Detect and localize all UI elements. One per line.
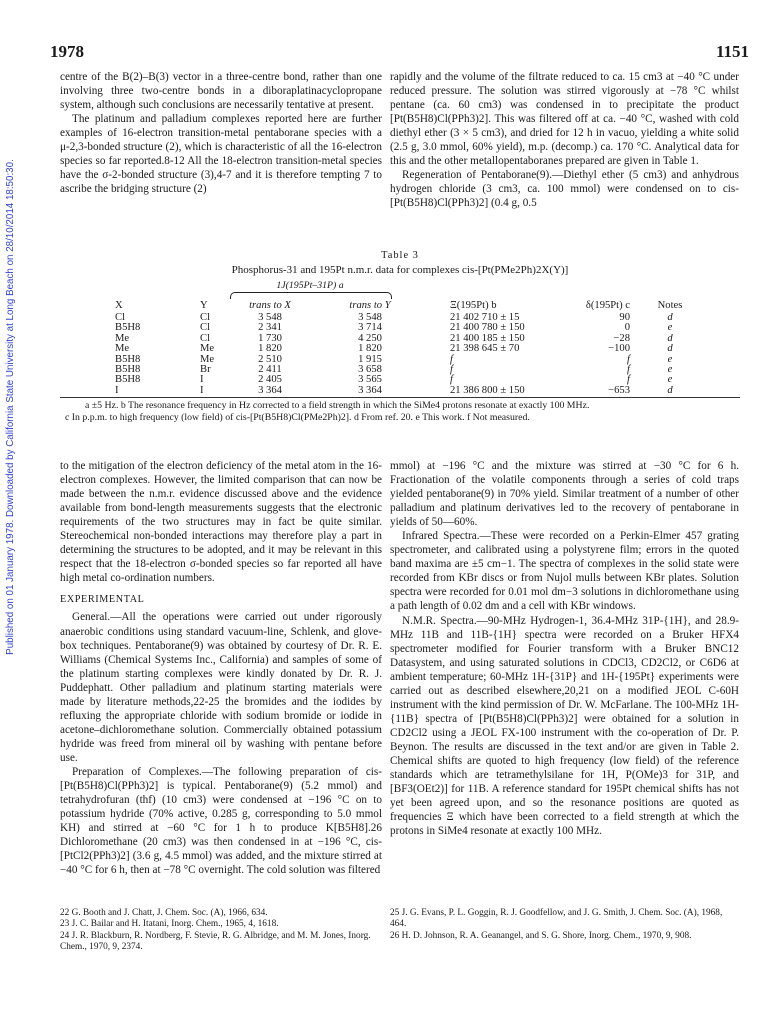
- table-cell: 3 364: [358, 384, 382, 396]
- footnotes-right: [390, 908, 739, 942]
- table-cell: I: [115, 384, 119, 396]
- table-cell: e: [667, 353, 673, 365]
- reference: 22 G. Booth and J. Chatt, J. Chem. Soc. (A), 1966, 634.: [60, 908, 268, 918]
- table-cell: d: [667, 384, 673, 396]
- table-cell: 2 341: [258, 322, 282, 334]
- table-cell: 3 548: [358, 312, 382, 323]
- column-top-right: [390, 70, 739, 210]
- table-body: [60, 313, 740, 396]
- table-cell: 3 565: [358, 374, 382, 386]
- table-title: Table 3: [381, 250, 419, 261]
- table-cell: B5H8: [115, 363, 141, 375]
- table-cell: 2 405: [258, 374, 282, 386]
- table-cell: I: [200, 374, 204, 386]
- table-cell: 21 386 800 ± 150: [450, 384, 525, 396]
- paragraph: N.M.R. Spectra.—90-MHz Hydrogen-1, 36.4-MHz 31P-{1H}, and 28.9-MHz 11B and 11B-{1H} spectra were recorded on a Bruker HFX4 spectrometer modified for Fourier transform with a Bruker BNC12 Datasystem, and using saturated solutions in CDCl3, CD2Cl2, or C6D6 at ambient temperature; 60-MHz 1H-{31P} and 1H-{195Pt} experiments were carried out as described elsewhere,20,21 on a modified JEOL C-60H instrument with the kind permission of Dr. W. McFarlane. The 100-MHz 1H-{11B} spectra of [Pt(B5H8)Cl(PPh3)2] were obtained for a solution in CD2Cl2 using a JEOL FX-100 instrument with the co-operation of Dr. P. Beynon. The results are discussed in the text and/or are given in Table 2. Chemical shifts are quoted to high frequency (low field) of the reference standards which are tetramethylsilane for 1H, P(OMe)3 for 31P, and [BF3(OEt2)] for 11B. A reference standard for 195Pt chemical shifts has not yet been agreed upon, and so the resonance positions are quoted as frequencies Ξ which have been corrected to a field strength at which the protons in SiMe4 resonate at exactly 100 MHz.: [390, 614, 739, 838]
- table-cell: −100: [608, 343, 630, 355]
- table-header-cell: δ(195Pt) c: [585, 300, 630, 311]
- table-cell: f: [450, 353, 453, 365]
- table-cell: e: [667, 363, 673, 375]
- table-cell: 1 820: [258, 343, 282, 355]
- footnotes-left: [60, 908, 382, 954]
- table-row: [60, 375, 740, 385]
- table-header-cell: X: [115, 300, 123, 311]
- table-row: [60, 323, 740, 333]
- download-sidebar-note[interactable]: Published on 01 January 1978. Downloaded by California State University at Long Beach on 28/10/2014 18:50:30.: [5, 159, 16, 655]
- paragraph: mmol) at −196 °C and the mixture was stirred at −30 °C for 6 h. Fractionation of the volatile components through a series of cold traps yielded pentaborane(9) in 70% yield. Similar treatment of a number of other palladium and platinum derivatives led to the recovery of pentaborane in yields of 50—60%.: [390, 460, 739, 529]
- reference: 26 H. D. Johnson, R. A. Geanangel, and S. G. Shore, Inorg. Chem., 1970, 9, 908.: [390, 930, 692, 941]
- table-cell: −28: [613, 332, 630, 344]
- table-cell: B5H8: [115, 374, 141, 386]
- table-cell: 1 730: [258, 332, 282, 344]
- table-cell: Me: [200, 353, 215, 365]
- table-row: [60, 313, 740, 323]
- table-cell: 0: [624, 322, 630, 334]
- table-cell: Cl: [200, 332, 211, 344]
- table-header-cell: Notes: [657, 300, 683, 311]
- table-cell: I: [200, 384, 204, 396]
- paragraph: The platinum and palladium complexes reported here are further examples of 16-electron transition-metal pentaborane species with a μ-2,3-bonded structure (2), which is characteristic of all the 16-electron species so far reported.8-12 All the 18-electron transition-metal species have the σ-2-bonded structure (3),4-7 and it is therefore tempting 7 to ascribe the bridging structure (2): [60, 113, 382, 196]
- table-cell: f: [450, 374, 453, 386]
- table-cell: 2 510: [258, 353, 282, 365]
- table-cell: f: [627, 363, 630, 375]
- table-cell: 3 548: [258, 312, 282, 323]
- table-row: [60, 344, 740, 354]
- table-footnote: a ±5 Hz. b The resonance frequency in Hz corrected to a field strength in which the SiMe4 protons resonate at exactly 100 MHz.: [85, 400, 590, 411]
- table-cell: d: [667, 332, 673, 344]
- column-bottom-right: [390, 459, 739, 838]
- table-cell: d: [667, 312, 673, 323]
- table-cell: Me: [115, 343, 130, 355]
- table-cell: Me: [200, 343, 215, 355]
- table-header-cell: Ξ(195Pt) b: [450, 300, 497, 311]
- table-cell: Br: [200, 363, 211, 375]
- table-cell: f: [450, 363, 453, 375]
- column-bottom-left: [60, 459, 382, 877]
- table-cell: 2 411: [258, 363, 282, 375]
- table-caption: Phosphorus-31 and 195Pt n.m.r. data for complexes cis-[Pt(PMe2Ph)2X(Y)]: [231, 264, 569, 276]
- table-cell: Me: [115, 332, 130, 344]
- table-cell: Cl: [200, 312, 211, 323]
- table-cell: 90: [619, 312, 630, 323]
- table-cell: d: [667, 343, 673, 355]
- table-header-row: [60, 301, 740, 311]
- table-cell: B5H8: [115, 322, 141, 334]
- table-cell: 21 402 710 ± 15: [450, 312, 520, 323]
- table-cell: 3 658: [358, 363, 382, 375]
- table-header-cell: Y: [200, 300, 208, 311]
- table-cell: Cl: [200, 322, 211, 334]
- table-row: [60, 386, 740, 396]
- table-header-cell: trans to X: [249, 300, 291, 311]
- paragraph: Infrared Spectra.—These were recorded on a Perkin-Elmer 457 grating spectrometer, and calibrated using a polystyrene film; errors in the quoted band maxima are ±5 cm−1. The spectra of complexes in the solid state were recorded from KBr discs or from Nujol mulls between KBr plates. Solution spectra were recorded for 0.01 mol dm−3 solutions in dichloromethane using a path length of 0.02 dm and a cell with KBr windows.: [390, 530, 739, 613]
- table-cell: 1 820: [358, 343, 382, 355]
- table-cell: 21 400 780 ± 150: [450, 322, 525, 334]
- paragraph: Regeneration of Pentaborane(9).—Diethyl ether (5 cm3) and anhydrous hydrogen chloride (3 cm3, ca. 100 mmol) were condensed on to cis-[Pt(B5H8)Cl(PPh3)2] (0.4 g, 0.5: [390, 169, 739, 210]
- table-bottom-rule: [60, 397, 740, 398]
- paragraph: General.—All the operations were carried out under rigorously anaerobic conditions using standard vacuum-line, Schlenk, and glove-box techniques. Pentaborane(9) was obtained by courtesy of Dr. R. E. Williams (Chemical Systems Inc., California) and samples of some of the platinum starting complexes were kindly donated by Dr. R. J. Puddephatt. Other palladium and platinum starting materials were made by literature methods,22-25 the bromides and the iodides by refluxing the appropriate chloride with sodium bromide or iodide in acetone–dichloromethane solution. Commercially obtained potassium hydride was freed from mineral oil by washing with pentane before use.: [60, 611, 382, 764]
- reference: 23 J. C. Bailar and H. Itatani, Inorg. Chem., 1965, 4, 1618.: [60, 919, 279, 930]
- table-cell: f: [627, 374, 630, 386]
- table-header-cell: trans to Y: [349, 300, 391, 311]
- table-cell: e: [667, 322, 673, 334]
- paragraph: Preparation of Complexes.—The following preparation of cis-[Pt(B5H8)Cl(PPh3)2] is typical. Pentaborane(9) (5.2 mmol) and tetrahydrofuran (thf) (10 cm3) were condensed at −196 °C on to potassium hydride (70% active, 0.285 g, corresponding to 5.0 mmol KH) and stirred at −60 °C for 1 h to produce K[B5H8].26 Dichloromethane (20 cm3) was then condensed in at −196 °C, cis-[PtCl2(PPh3)2] (3.6 g, 4.5 mmol) was added, and the mixture stirred at −40 °C for 6 h, then at −78 °C overnight. The cold solution was filtered: [60, 765, 382, 877]
- section-heading: EXPERIMENTAL: [60, 594, 145, 606]
- page-number: 1151: [715, 42, 749, 61]
- table-cell: Cl: [115, 312, 126, 323]
- paragraph: to the mitigation of the electron deficiency of the metal atom in the 16-electron complexes. However, the limited comparison that can now be made between the n.m.r. evidence discussed above and the evidence available from bond-length measurements suggests that the electronic requirements of the two structures may in fact be quite similar. Stereochemical non-bonded interactions may therefore play a part in determining the structures to be adopted, and it may be relevant in this respect that the 18-electron σ-bonded species so far reported all have high metal co-ordination numbers.: [60, 460, 382, 585]
- table-footnote: c In p.p.m. to high frequency (low field) of cis-[Pt(B5H8)Cl(PMe2Ph)2]. d From ref. 20. e This work. f Not measured.: [65, 412, 530, 423]
- table-cell: 4 250: [358, 332, 382, 344]
- table-cell: e: [667, 374, 673, 386]
- table-cell: 3 364: [258, 384, 282, 396]
- table-j-coupling-header: 1J(195Pt–31P) a: [276, 280, 344, 291]
- reference: 25 J. G. Evans, P. L. Goggin, R. J. Goodfellow, and J. G. Smith, J. Chem. Soc. (A), 1968, 464.: [390, 908, 723, 930]
- table-row: [60, 365, 740, 375]
- table-cell: 21 398 645 ± 70: [450, 343, 520, 355]
- table-header-brace: [230, 292, 392, 299]
- table-row: [60, 355, 740, 365]
- year-header: 1978: [50, 42, 84, 61]
- column-top-left: [60, 70, 382, 196]
- table-cell: B5H8: [115, 353, 141, 365]
- table-cell: f: [627, 353, 630, 365]
- table-cell: 21 400 185 ± 150: [450, 332, 525, 344]
- paragraph: rapidly and the volume of the filtrate reduced to ca. 15 cm3 at −40 °C under reduced pressure. The solution was stirred vigorously at −78 °C whilst pentane (ca. 60 cm3) was condensed in to precipitate the product [Pt(B5H8)Cl(PPh3)2]. This was filtered off at ca. −40 °C, washed with cold diethyl ether (3 × 5 cm3), and dried for 12 h in vacuo, yielding a white solid (2.5 g, 3.0 mmol, 60% yield), m.p. (decomp.) ca. 170 °C. Analytical data for this and the other metallopentaboranes prepared are given in Table 1.: [390, 71, 739, 168]
- paragraph: centre of the B(2)–B(3) vector in a three-centre bond, rather than one involving three two-centre bonds in a diboraplatinacyclopropane system, although such conclusions are necessarily tentative at present.: [60, 71, 382, 112]
- table-cell: 1 915: [358, 353, 382, 365]
- table-cell: 3 714: [358, 322, 382, 334]
- reference: 24 J. R. Blackburn, R. Nordberg, F. Stevie, R. G. Albridge, and M. M. Jones, Inorg. Chem., 1970, 9, 2374.: [60, 930, 371, 953]
- table-cell: −653: [608, 384, 630, 396]
- table-row: [60, 334, 740, 344]
